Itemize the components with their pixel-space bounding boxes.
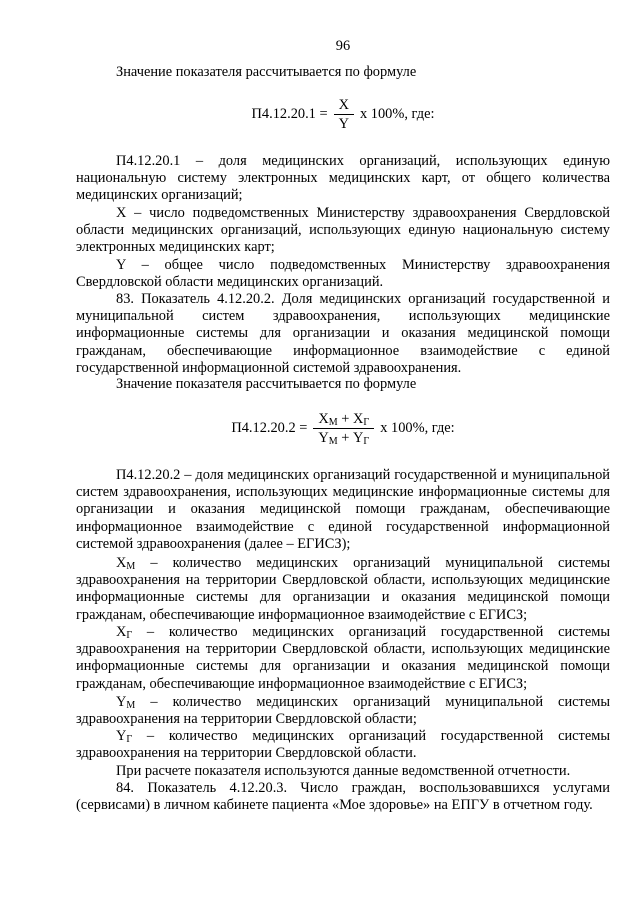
page-number: 96 (335, 38, 351, 54)
formula-1-numerator: X (334, 97, 354, 115)
formula-intro-2: Значение показателя рассчитывается по формуле (116, 376, 417, 392)
definition-ym: $Y_М$ – количество медицинских организаций муниципальной системы здравоохранения на территории Свердловской области; (76, 694, 610, 728)
definition-x: X – число подведомственных Министерству здравоохранения Свердловской области медицинских организаций, использующих единую национальную систему электронных медицинских карт; (76, 205, 610, 256)
formula-2-denominator: $Y_М + Y_Г$ (318, 430, 370, 447)
indicator-83-paragraph: 83. Показатель 4.12.20.2. Доля медицинских организаций государственной и муниципальной систем здравоохранения, использующих медицинские информационные системы для организации и оказания медицинской помощи гражданам, обеспечивающие информационное взаимодействие с единой государственной информационной системой здравоохранения. (76, 291, 610, 376)
definition-p4-12-20-2: П4.12.20.2 – доля медицинских организаций государственной и муниципальной систем здравоохранения, использующих медицинские информационные системы для организации и оказания медицинской помощи гражданам, обеспечивающие информационное взаимодействие с единой государственной информационной системой здравоохранения (далее – ЕГИСЗ); (76, 467, 610, 552)
formula-1 (76, 97, 610, 132)
formula-1-rhs: x 100%, где: (360, 105, 435, 122)
formula-intro-1: Значение показателя рассчитывается по формуле (116, 64, 417, 80)
formula-1-denominator: Y (338, 116, 349, 132)
formula-2-fraction (313, 411, 374, 446)
data-source-paragraph: При расчете показателя используются данные ведомственной отчетности. (116, 763, 571, 779)
formula-2-numerator: $X_М + X_Г$ (313, 411, 374, 429)
formula-2-lhs: П4.12.20.2 = (231, 419, 308, 436)
definition-xm: $X_М$ – количество медицинских организаций муниципальной системы здравоохранения на территории Свердловской области, использующих медицинские информационные системы для организации и оказания медицинской помощи гражданам, обеспечивающие информационное взаимодействие с ЕГИСЗ; (76, 555, 610, 623)
definition-y: Y – общее число подведомственных Министерству здравоохранения Свердловской области медицинских организаций. (76, 257, 610, 291)
formula-2-rhs: x 100%, где: (380, 419, 455, 436)
indicator-84-paragraph: 84. Показатель 4.12.20.3. Число граждан, воспользовавшихся услугами (сервисами) в личном кабинете пациента «Мое здоровье» на ЕПГУ в отчетном году. (76, 780, 610, 814)
formula-1-fraction (334, 97, 354, 132)
definition-yg: $Y_Г$ – количество медицинских организаций государственной системы здравоохранения на территории Свердловской области. (76, 728, 610, 762)
formula-2 (76, 411, 610, 446)
definition-xg: $X_Г$ – количество медицинских организаций государственной системы здравоохранения на территории Свердловской области, использующих медицинские информационные системы для организации и оказания медицинской помощи гражданам, обеспечивающие информационное взаимодействие с ЕГИСЗ; (76, 624, 610, 692)
formula-1-lhs: П4.12.20.1 = (251, 105, 328, 122)
definition-p4-12-20-1: П4.12.20.1 – доля медицинских организаций, использующих единую национальную систему электронных медицинских карт, от общего количества медицинских организаций; (76, 153, 610, 204)
